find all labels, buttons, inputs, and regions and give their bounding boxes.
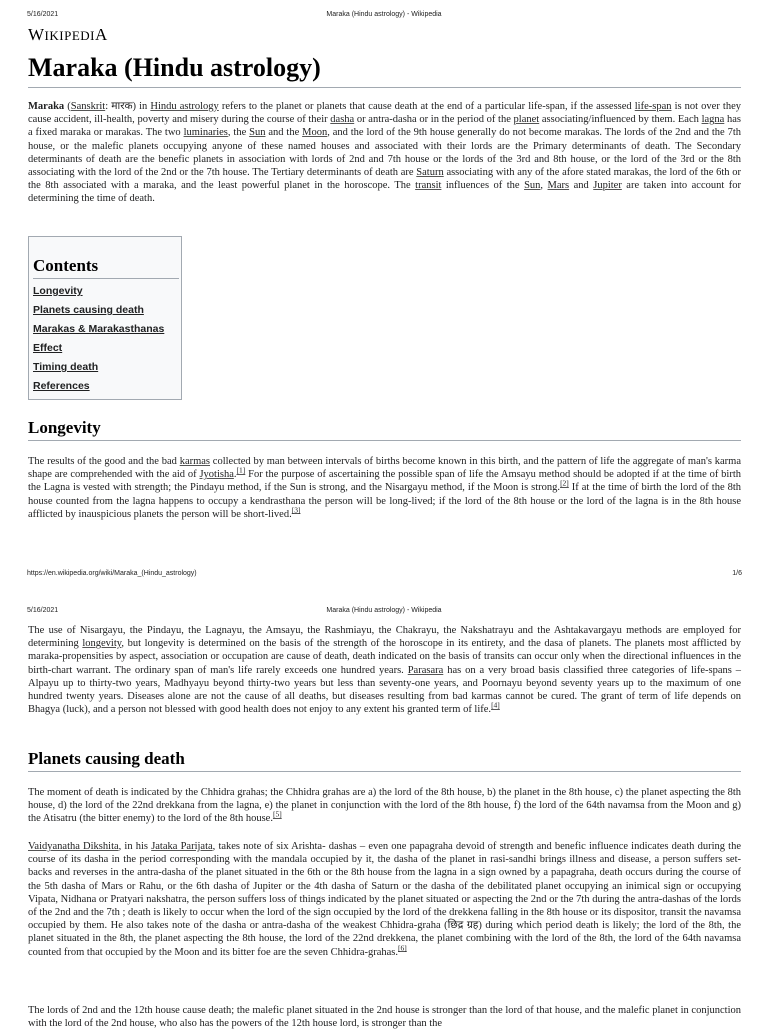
toc-item-references[interactable]: References <box>33 380 90 392</box>
link-karmas[interactable]: karmas <box>179 456 211 467</box>
planets-paragraph-2: Vaidyanatha Dikshita, in his Jataka Parijata, takes note of six Arishta- dashas – even one papagraha devoid of strength and benefic influence indicates death during the course of its dasha in the period corresponding with the mandala occupied by it, the dasha of the planet in rasi-sandhi brings illness and disease, a person suffers set-backs and reverses in the antra-dasha of the planet situated in the 6th or the 8th house from the lagna in a sign owned by a papagraha, death occurs during the course of the 5th dasha of Mars or Rahu, or the 6th dasha of Jupiter or the 4th dasha of Saturn or the dasha of the debilitated planet occupying an inimical sign or occupying Vipata, Nidhana or Pratyari nakshatra, the person suffers loss of things indicated by the planet situated or aspecting the 2nd or the 7th during the antra-dashas of the lords of the 2nd and the 7th ; death is likely to occur when the lord of the sign occupied by the lord of the drekkena falling in the 8th house or its dispositor, transit the navamsa occupied by them. He also takes note of the dasha or antra-dasha of the weakest Chhidra-graha (छिद्र ग्रह) during which period death is likely; the lord of the 8th, the planet situated in the 8th, the planet aspecting the 8th house, the lord of the 22nd drekkena, the planet combining with the lord of the 8th, the lord of the 64th navamsa counted from that occupied by the Moon and its bitter foe are the seven Chhidra-grahas.[6] <box>28 841 741 958</box>
heading-longevity: Longevity <box>28 418 741 441</box>
toc-item-marakas[interactable]: Marakas & Marakasthanas <box>33 323 165 335</box>
print-date: 5/16/2021 <box>27 11 59 18</box>
link-saturn[interactable]: Saturn <box>416 167 444 179</box>
page-title: Maraka (Hindu astrology) <box>28 52 741 88</box>
link-parasara[interactable]: Parasara <box>407 664 444 676</box>
link-jupiter[interactable]: Jupiter <box>593 180 622 192</box>
link-sun-2[interactable]: Sun <box>524 180 541 192</box>
toc-item-longevity[interactable]: Longevity <box>33 285 83 297</box>
ref-2[interactable]: [2] <box>560 478 569 488</box>
print-doc-title: Maraka (Hindu astrology) - Wikipedia <box>326 11 442 18</box>
print-doc-title-2: Maraka (Hindu astrology) - Wikipedia <box>326 607 442 614</box>
ref-6[interactable]: [6] <box>398 943 407 953</box>
planets-paragraph-1: The moment of death is indicated by the Chhidra grahas; the Chhidra grahas are a) the lord of the 8th house, b) the planet in the 8th house, c) the planet aspecting the 8th house, d) the lord of the 22nd drekkana from the lagna, e) the planet in conjunction with the lord of the 8th house, f) the lord of the 64th navamsa from the Moon and g) the Atisatru (the bitter enemy) to the lord of the 8th house.[5] <box>28 787 741 825</box>
print-date-2: 5/16/2021 <box>27 607 59 614</box>
wikipedia-logo[interactable]: WIKIPEDIA <box>28 25 108 44</box>
link-moon[interactable]: Moon <box>302 127 328 139</box>
link-sun[interactable]: Sun <box>249 127 266 139</box>
link-jataka-parijata[interactable]: Jataka Parijata <box>151 841 213 852</box>
link-hindu-astrology[interactable]: Hindu astrology <box>150 101 219 112</box>
link-longevity[interactable]: longevity <box>82 638 122 650</box>
link-vaidyanatha-dikshita[interactable]: Vaidyanatha Dikshita <box>28 841 119 852</box>
link-lagna[interactable]: lagna <box>701 114 725 126</box>
print-url: https://en.wikipedia.org/wiki/Maraka_(Hindu_astrology) <box>27 570 197 577</box>
print-page-number: 1/6 <box>732 570 742 577</box>
intro-paragraph: Maraka (Sanskrit: मारक) in Hindu astrology refers to the planet or planets that cause death at the end of a particular life-span, if the assessed life-span is not over they cause accident, ill-health, poverty and misery during the course of their dasha or antra-dasha or in the period of the planet associating/influenced by them. Each lagna has a fixed maraka or marakas. The two luminaries, the Sun and the Moon, and the lord of the 9th house generally do not become marakas. The lords of the 2nd and the 7th house, or the malefic planets occupying anyone of these named houses and associated with their lords are the Primary determinants of death. The Secondary determinants of death are the benefic planets in association with lords of 2nd and 7th house or the lords of the 3rd and 8th house, or the lord of the 3rd or the 8th associating with the lord of the 2nd or the 7th house. The Tertiary determinants of death are Saturn associating with any of the afore stated marakas, the lord of the 6th or the 8th associated with a maraka, and the least powerful planet in the horoscope. The transit influences of the Sun, Mars and Jupiter are taken into account for determining the time of death. <box>28 101 742 205</box>
link-dasha[interactable]: dasha <box>330 114 355 126</box>
planets-paragraph-3: The lords of 2nd and the 12th house cause death; the malefic planet situated in the 2nd house is stronger than the lord of that house, and the malefic planet in conjunction with the lord of the 2nd house, who also has the powers of the 12th house lord, is stronger than the <box>28 1005 741 1030</box>
table-of-contents <box>28 236 182 400</box>
link-planet[interactable]: planet <box>513 114 540 126</box>
ref-5[interactable]: [5] <box>272 809 282 819</box>
link-jyotisha[interactable]: Jyotisha <box>199 469 234 481</box>
link-mars[interactable]: Mars <box>547 180 570 192</box>
ref-1[interactable]: [1] <box>236 465 246 475</box>
link-life-span[interactable]: life-span <box>634 101 672 112</box>
link-transit[interactable]: transit <box>415 180 442 192</box>
link-sanskrit[interactable]: Sanskrit <box>70 101 106 112</box>
toc-item-effect[interactable]: Effect <box>33 342 63 354</box>
toc-item-planets-causing-death[interactable]: Planets causing death <box>33 304 144 316</box>
longevity-paragraph-2: The use of Nisargayu, the Pindayu, the Lagnayu, the Amsayu, the Rashmiayu, the Chakrayu, the Nakshatrayu and the Ashtakavargayu methods are employed for determining longevity, but longevity is determined on the basis of the strength of the horoscope in its entirety, and the dasa of planets. The planets most afflicted by maraka-propensities by aspect, association or occupation are cause of death, death indicated on the basis of transits can occur only when the directional influences in the birth-chart warrant. The ordinary span of man's life rarely exceeds one hundred years. Parasara has on a very broad basis classified three categories of life-spans – Alpayu up to thirty-two years, Madhyayu beyond thirty-two years but less than seventy-one years, and Poornayu beyond seventy years up to the maximum of one hundred twenty years. Diseases alone are not the cause of all deaths, but diseases resulting from bad karmas cannot be cured. The grant of term of life depends on Bhagya (luck), and a person not blessed with good health does not enjoy to any extent his granted term of life.[4] <box>28 625 742 716</box>
ref-4[interactable]: [4] <box>491 700 500 710</box>
toc-item-timing-death[interactable]: Timing death <box>33 361 99 373</box>
link-luminaries[interactable]: luminaries <box>183 127 228 139</box>
ref-3[interactable]: [3] <box>291 505 301 515</box>
longevity-paragraph-1: The results of the good and the bad karmas collected by man between intervals of births become known in this birth, and the pattern of life the aggregate of man's karma shape are comprehended with the aid of Jyotisha.[1] For the purpose of ascertaining the possible span of life the Amsayu method should be adopted if at the time of birth the Lagna is vested with strength; the Pindayu method, if the Sun is strong, and the Nisargayu method, if the Moon is strong.[2] If at the time of birth the lord of the 8th house counted from the lagna happens to occupy a kendrasthana the person will be long-lived; if the lord of the 8th house or the lord of the lagna is in the 8th house afflicted by inauspicious planets the person will be short-lived.[3] <box>28 456 742 520</box>
heading-planets-causing-death: Planets causing death <box>28 749 741 772</box>
toc-title: Contents <box>33 256 179 279</box>
